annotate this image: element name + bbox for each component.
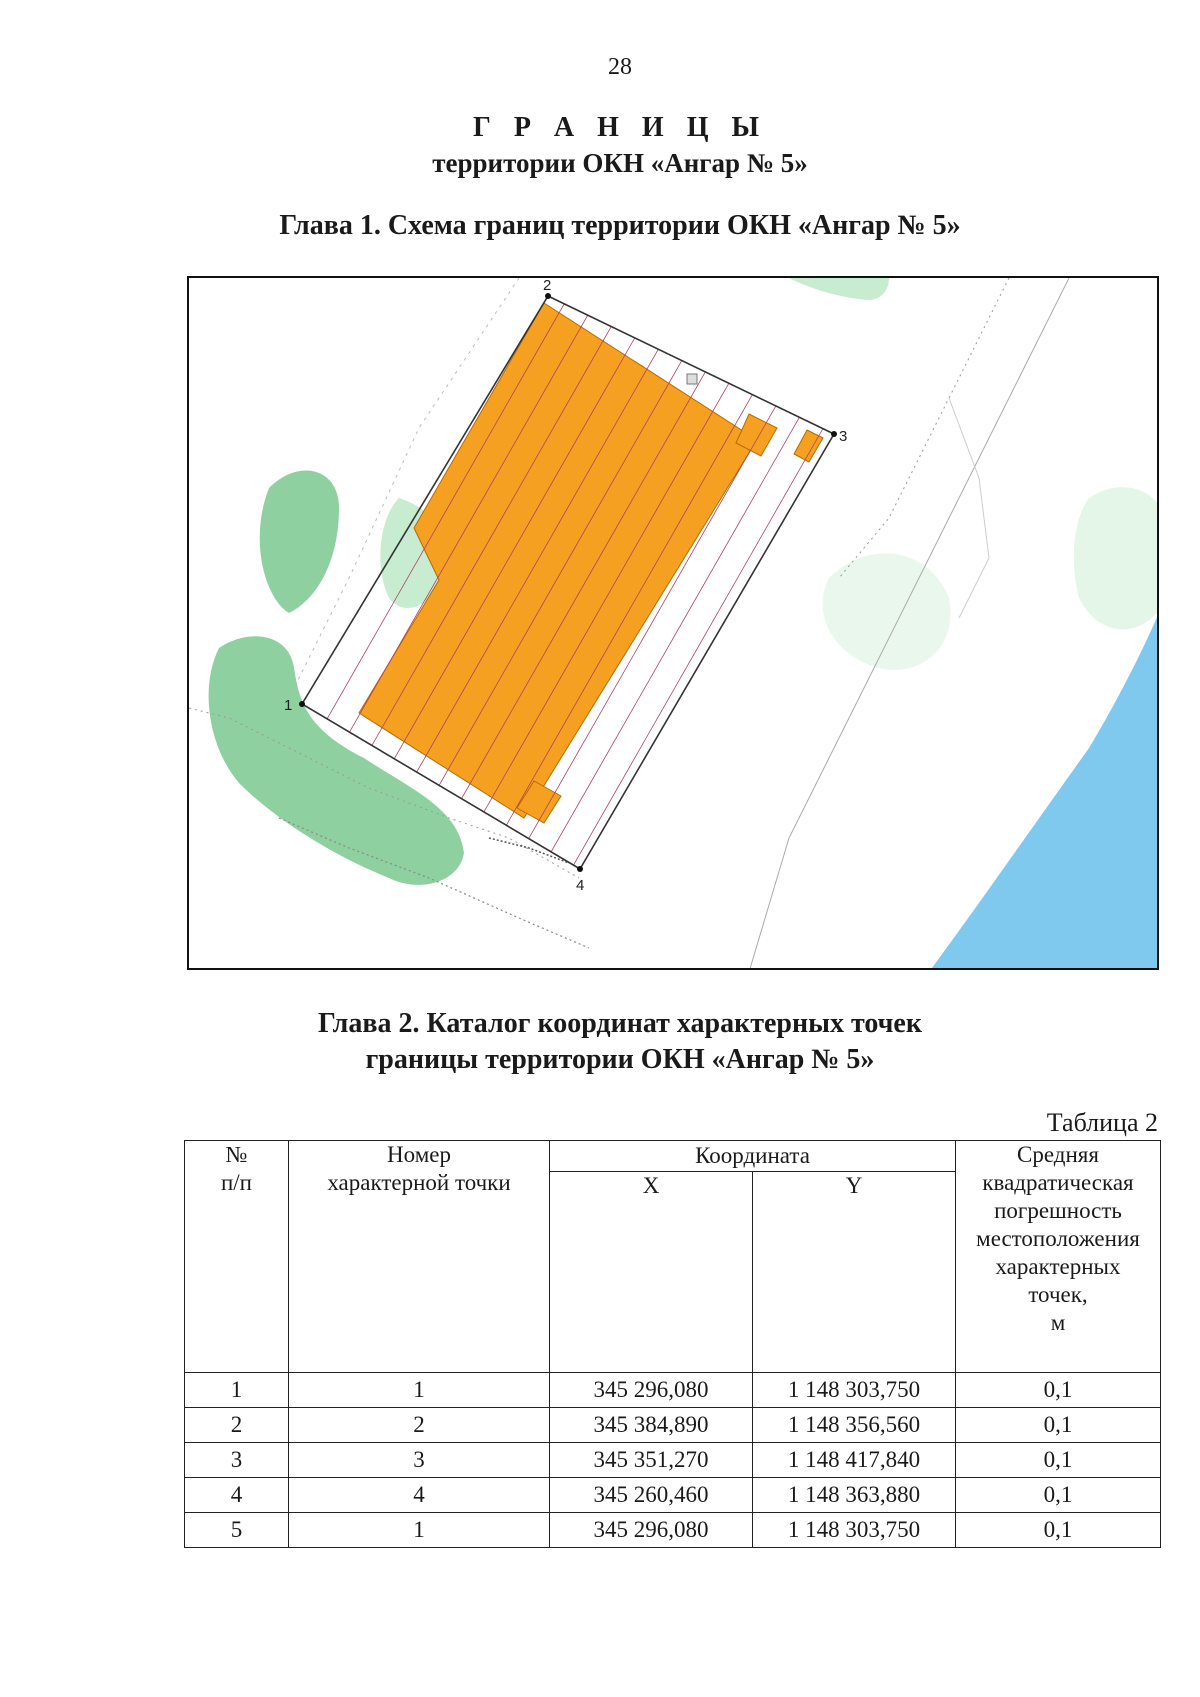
header-number-line1: № bbox=[225, 1142, 248, 1167]
table-label: Таблица 2 bbox=[1046, 1108, 1158, 1137]
cell-x: 345 384,890 bbox=[550, 1408, 753, 1443]
map-point-3-marker bbox=[831, 431, 837, 437]
cell-x: 345 296,080 bbox=[550, 1513, 753, 1548]
map-green-area-4 bbox=[789, 278, 889, 300]
header-number bbox=[185, 1141, 289, 1373]
map-point-3-label: 3 bbox=[839, 428, 848, 445]
header-point bbox=[289, 1141, 550, 1373]
map-point-2-label: 2 bbox=[543, 278, 552, 294]
cell-number: 1 bbox=[185, 1373, 289, 1408]
header-error bbox=[956, 1141, 1161, 1373]
cell-point: 1 bbox=[289, 1513, 550, 1548]
cell-point: 2 bbox=[289, 1408, 550, 1443]
boundary-map bbox=[187, 276, 1159, 970]
map-water bbox=[929, 608, 1159, 970]
header-y: Y bbox=[753, 1172, 956, 1373]
header-error-line: характерных bbox=[995, 1254, 1121, 1279]
header-coordinate: Координата bbox=[550, 1141, 956, 1172]
header-error-line: Средняя bbox=[1017, 1142, 1099, 1167]
map-point-1-label: 1 bbox=[284, 697, 293, 714]
cell-point: 3 bbox=[289, 1443, 550, 1478]
boundary-map-svg bbox=[189, 278, 1159, 970]
cell-y: 1 148 303,750 bbox=[753, 1513, 956, 1548]
cell-x: 345 296,080 bbox=[550, 1373, 753, 1408]
document-title: Г Р А Н И Ц Ы bbox=[473, 112, 767, 143]
header-error-line: погрешность bbox=[994, 1198, 1122, 1223]
table-row bbox=[185, 1373, 1161, 1408]
map-point-1-marker bbox=[299, 701, 305, 707]
cell-error: 0,1 bbox=[956, 1408, 1161, 1443]
map-green-area-6 bbox=[823, 553, 951, 670]
cell-y: 1 148 303,750 bbox=[753, 1373, 956, 1408]
cell-number: 2 bbox=[185, 1408, 289, 1443]
header-point-line1: Номер bbox=[387, 1142, 451, 1167]
coordinates-table bbox=[184, 1140, 1161, 1548]
table-row bbox=[185, 1408, 1161, 1443]
map-point-4-label: 4 bbox=[576, 877, 585, 894]
cell-error: 0,1 bbox=[956, 1478, 1161, 1513]
header-x: X bbox=[550, 1172, 753, 1373]
page-number: 28 bbox=[608, 54, 632, 80]
chapter1-heading: Глава 1. Схема границ территории ОКН «Ангар № 5» bbox=[279, 210, 961, 241]
cell-y: 1 148 356,560 bbox=[753, 1408, 956, 1443]
chapter2-heading-line2: границы территории ОКН «Ангар № 5» bbox=[365, 1044, 875, 1075]
map-small-square bbox=[687, 374, 697, 384]
table-row bbox=[185, 1513, 1161, 1548]
map-building-small-2 bbox=[794, 430, 823, 462]
cell-x: 345 351,270 bbox=[550, 1443, 753, 1478]
cell-error: 0,1 bbox=[956, 1443, 1161, 1478]
cell-y: 1 148 363,880 bbox=[753, 1478, 956, 1513]
map-road-line-4 bbox=[839, 278, 1009, 578]
cell-point: 1 bbox=[289, 1373, 550, 1408]
header-error-line: местоположения bbox=[976, 1226, 1140, 1251]
table-row bbox=[185, 1478, 1161, 1513]
cell-number: 3 bbox=[185, 1443, 289, 1478]
chapter2-heading-line1: Глава 2. Каталог координат характерных точек bbox=[318, 1008, 922, 1039]
cell-x: 345 260,460 bbox=[550, 1478, 753, 1513]
cell-y: 1 148 417,840 bbox=[753, 1443, 956, 1478]
map-point-4-marker bbox=[577, 866, 583, 872]
header-error-line: квадратическая bbox=[982, 1170, 1134, 1195]
header-error-line: м bbox=[1050, 1310, 1066, 1335]
cell-point: 4 bbox=[289, 1478, 550, 1513]
map-green-area-2 bbox=[260, 471, 339, 613]
map-green-area-5 bbox=[1074, 487, 1159, 629]
document-subtitle: территории ОКН «Ангар № 5» bbox=[432, 148, 808, 178]
cell-error: 0,1 bbox=[956, 1373, 1161, 1408]
cell-number: 5 bbox=[185, 1513, 289, 1548]
chapter2-heading bbox=[0, 1006, 1200, 1078]
cell-error: 0,1 bbox=[956, 1513, 1161, 1548]
header-point-line2: характерной точки bbox=[327, 1170, 511, 1195]
cell-number: 4 bbox=[185, 1478, 289, 1513]
header-number-line2: п/п bbox=[220, 1170, 252, 1195]
map-road-line-6 bbox=[949, 398, 989, 618]
table-row bbox=[185, 1443, 1161, 1478]
header-error-line: точек, bbox=[1028, 1282, 1088, 1307]
